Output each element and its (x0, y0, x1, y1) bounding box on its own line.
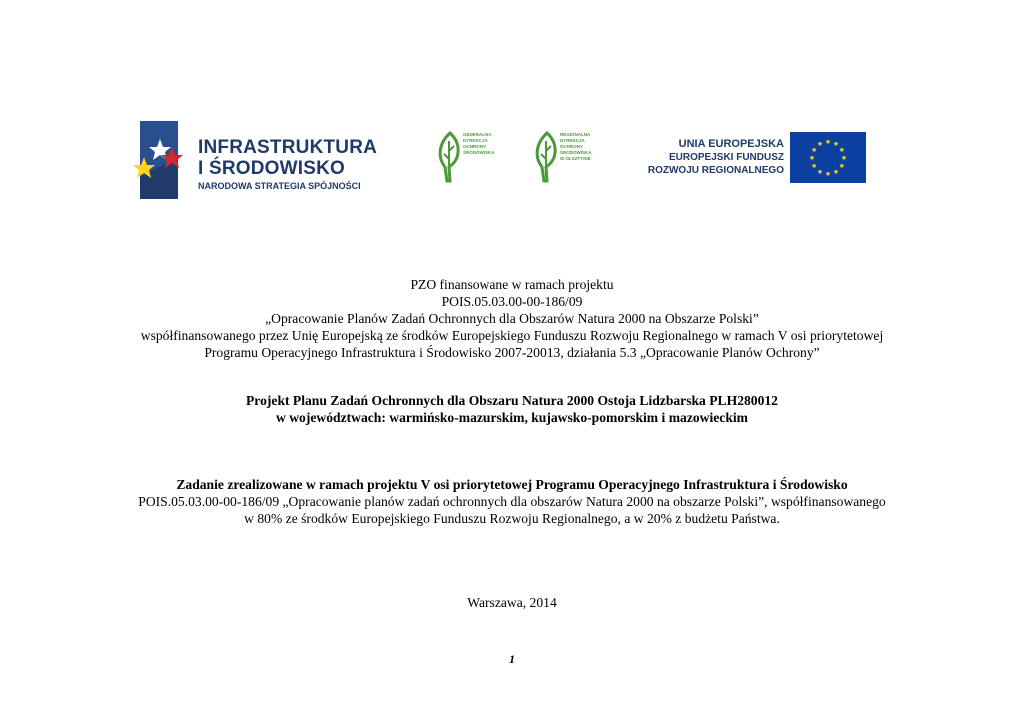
srodowisko-text: I ŚRODOWISKO (198, 158, 346, 179)
eu-logo (648, 131, 866, 185)
intro-line: współfinansowanego przez Unię Europejską ze środków Europejskiego Funduszu Rozwoju Regionalnego w ramach V osi priorytetowej (140, 328, 884, 343)
gdos-line: ŚRODOWISKA (463, 150, 495, 155)
eu-star: ★ (838, 146, 845, 154)
task-line: w 80% ze środków Europejskiego Funduszu Rozwoju Regionalnego, a w 20% z budżetu Państwa. (244, 511, 780, 526)
task-line: POIS.05.03.00-00-186/09 „Opracowanie planów zadań ochronnych dla obszarów Natura 2000 na obszarze Polski”, współfinansowanego (138, 494, 886, 509)
gdos-line: DYREKCJA (463, 138, 488, 143)
intro-line: „Opracowanie Planów Zadań Ochronnych dla Obszarów Natura 2000 na Obszarze Polski” (265, 311, 759, 326)
leaf-icon (534, 131, 560, 183)
gdos-logo (437, 131, 505, 186)
intro-line: POIS.05.03.00-00-186/09 (441, 294, 583, 309)
infrastruktura-text: INFRASTRUKTURA (198, 137, 378, 158)
eu-star: ★ (816, 167, 824, 176)
eu-star: ★ (811, 162, 818, 170)
intro-block (0, 276, 1024, 361)
eu-star: ★ (840, 154, 848, 162)
page-number: 1 (509, 652, 515, 666)
infrastruktura-srodowisko-logo (130, 117, 380, 201)
eu-star: ★ (832, 140, 840, 149)
intro-line: Programu Operacyjnego Infrastruktura i Środowisko 2007-20013, działania 5.3 „Opracowanie Planów Ochrony” (204, 345, 820, 360)
eu-star: ★ (824, 170, 832, 178)
rdos-line: W OLSZTYNIE (560, 156, 591, 161)
rdos-line: REGIONALNA (560, 132, 591, 137)
task-block (0, 476, 1024, 527)
title-line: Projekt Planu Zadań Ochronnych dla Obszaru Natura 2000 Ostoja Lidzbarska PLH280012 (246, 393, 778, 408)
task-heading: Zadanie zrealizowane w ramach projektu V osi priorytetowej Programu Operacyjnego Infrastruktura i Środowisko (176, 477, 848, 492)
eu-star: ★ (824, 138, 832, 146)
eu-flag-icon (790, 132, 866, 183)
eu-fund: EUROPEJSKI FUNDUSZ (668, 152, 784, 163)
eu-star: ★ (808, 154, 816, 162)
rdos-line: OCHRONY (560, 144, 584, 149)
leaf-icon (437, 131, 463, 183)
eu-star: ★ (816, 140, 824, 149)
logo-bar (0, 115, 1024, 205)
plan-title (0, 392, 1024, 426)
rdos-line: DYREKCJA (560, 138, 585, 143)
eu-star: ★ (811, 146, 818, 154)
title-line: w województwach: warmińsko-mazurskim, kujawsko-pomorskim i mazowieckim (276, 410, 748, 425)
eu-star: ★ (832, 167, 840, 176)
eu-regional: ROZWOJU REGIONALNEGO (647, 165, 784, 176)
place-date: Warszawa, 2014 (467, 595, 557, 610)
gdos-line: GENERALNA (463, 132, 492, 137)
strategia-text: NARODOWA STRATEGIA SPÓJNOŚCI (198, 181, 361, 191)
eu-title: UNIA EUROPEJSKA (678, 138, 784, 150)
flag-stars-icon (130, 117, 192, 201)
eu-star: ★ (838, 162, 845, 170)
gdos-line: OCHRONY (463, 144, 487, 149)
rdos-line: ŚRODOWISKA (560, 150, 592, 155)
intro-line: PZO finansowane w ramach projektu (410, 277, 614, 292)
rdos-logo (534, 131, 606, 186)
